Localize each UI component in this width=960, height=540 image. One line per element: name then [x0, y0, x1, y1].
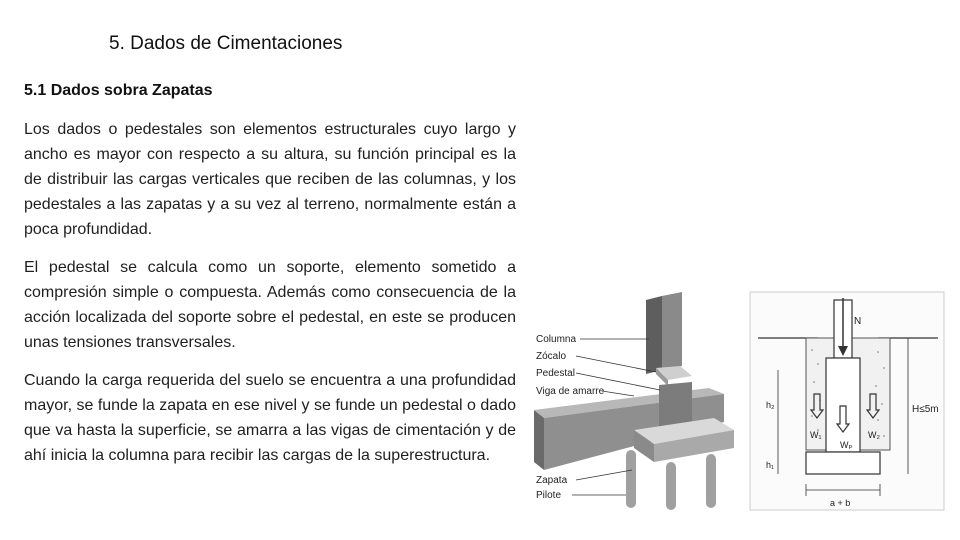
label-wp: Wₚ	[840, 440, 853, 450]
paragraph-3: Cuando la carga requerida del suelo se encuentra a una profundidad mayor, se funde la zapata en ese nivel y se funde un pedestal o dado que va hasta la superficie, se amarra a las vigas de cimentación y de ahí inicia la columna para recibir las cargas de la superestructura.	[24, 372, 516, 464]
label-pilote: Pilote	[536, 490, 562, 501]
label-pedestal: Pedestal	[536, 368, 575, 379]
label-n: N	[854, 316, 862, 327]
paragraph-1: Los dados o pedestales son elementos estructurales cuyo largo y ancho es mayor con respecto a su altura, su función principal es la de distribuir las cargas verticales que reciben de las columnas, y los pedestales a las zapatas y a su vez al terreno, normalmente están a poca profundidad.	[24, 121, 516, 238]
label-ab: a + b	[830, 498, 851, 508]
label-w2: W₂	[868, 430, 880, 440]
column-shape	[646, 292, 682, 374]
label-h1: h₁	[766, 460, 775, 470]
section-subtitle: 5.1 Dados sobra Zapatas	[24, 82, 213, 99]
label-w1: W₁	[810, 430, 822, 440]
label-zapata: Zapata	[536, 475, 568, 486]
label-viga: Viga de amarre	[536, 386, 605, 397]
page-title: 5. Dados de Cimentaciones	[109, 33, 343, 54]
label-zocalo: Zócalo	[536, 351, 567, 362]
label-columna: Columna	[536, 334, 577, 345]
label-h2: h₂	[766, 400, 775, 410]
label-hmax: H≤5m	[912, 404, 939, 415]
pedestal-section	[826, 358, 860, 452]
pedestal-section-diagram	[748, 290, 946, 512]
footing-section	[806, 452, 880, 474]
foundation-3d-figure	[534, 290, 749, 512]
paragraph-2: El pedestal se calcula como un soporte, elemento sometido a compresión simple o compuesta. Además como consecuencia de la acción localizada del soporte sobre el pedestal, en este se producen unas tensiones transversales.	[24, 259, 516, 351]
